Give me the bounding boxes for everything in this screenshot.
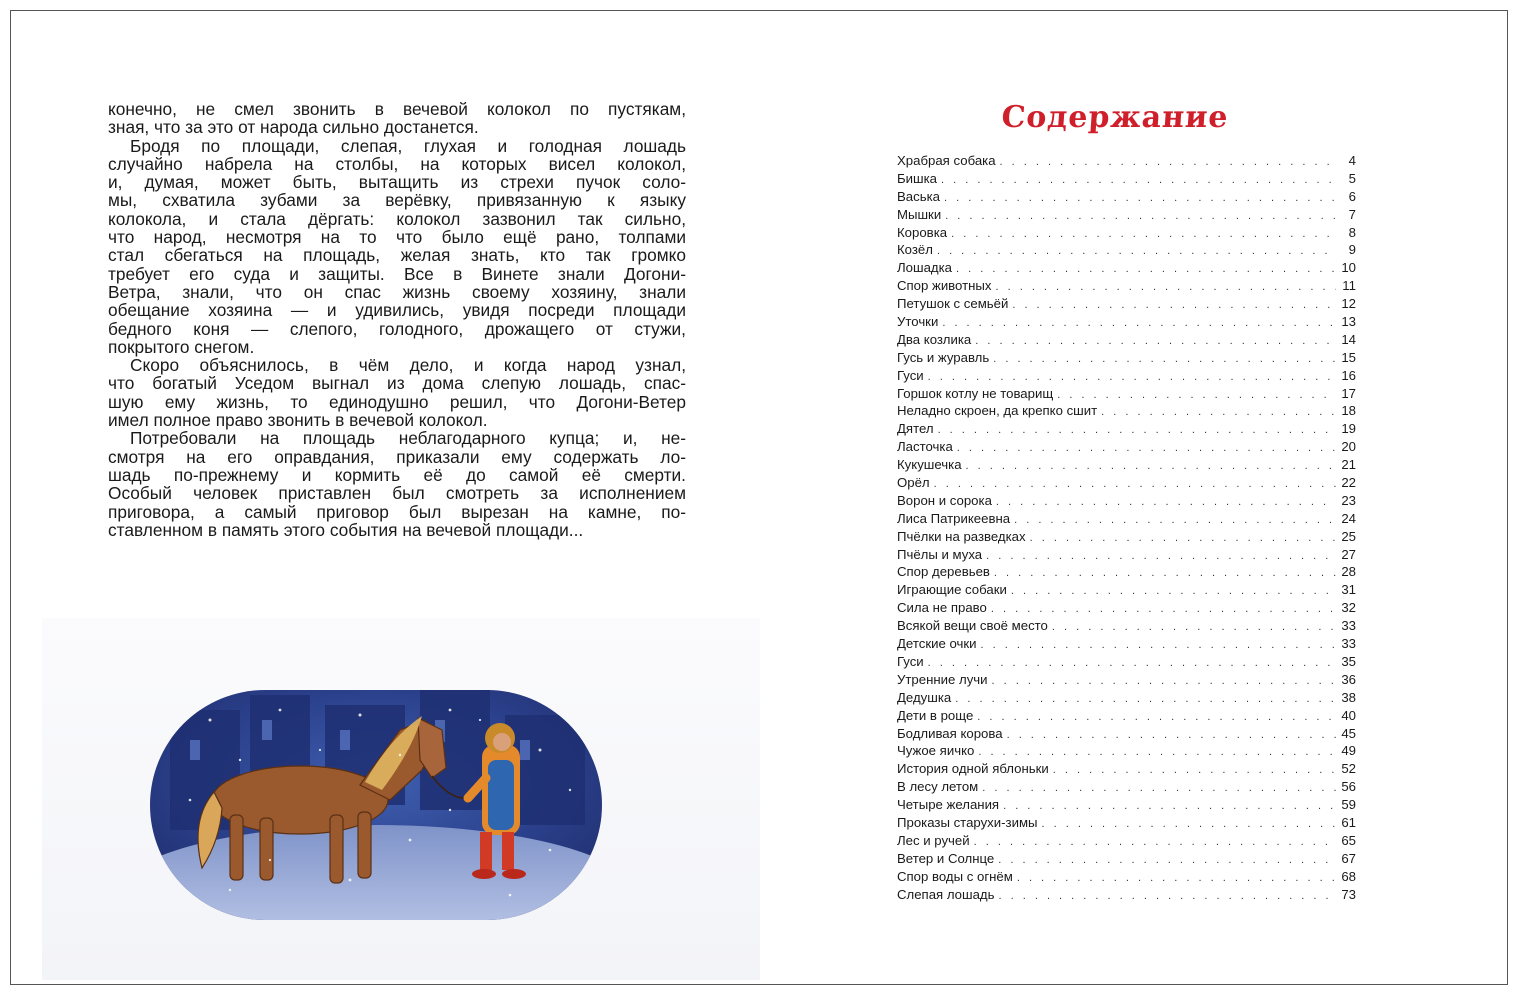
text-line: Скоро объяснилось, в чём дело, и когда народ узнал,	[130, 355, 686, 376]
toc-entry-page: 65	[1341, 832, 1356, 848]
toc-entry-title: Детские очки	[897, 636, 977, 652]
toc-leader-dots	[1003, 798, 1336, 816]
toc-entry-page: 12	[1341, 296, 1356, 312]
toc-leader-dots	[992, 673, 1336, 691]
toc-leader-dots	[966, 458, 1336, 476]
toc-entry	[897, 456, 1356, 474]
toc-entry-page: 6	[1348, 188, 1356, 204]
toc-entry-page: 19	[1341, 421, 1356, 437]
toc-leader-dots	[928, 655, 1336, 673]
toc-entry-title: В лесу летом	[897, 779, 979, 795]
toc-entry-page: 7	[1348, 206, 1356, 222]
toc-entry-page: 22	[1341, 475, 1356, 491]
toc-entry-page: 32	[1341, 600, 1356, 616]
toc-entry-page: 11	[1342, 278, 1356, 294]
toc-entry-title: Пчёлы и муха	[897, 546, 983, 562]
text-line: бедного коня — слепого, голодного, дрожащего от стужи,	[108, 318, 686, 339]
toc-leader-dots	[934, 476, 1336, 494]
text-line: Потребовали на площадь неблагодарного купца; и, не-	[130, 428, 686, 449]
toc-entry	[897, 438, 1356, 456]
toc-entry-title: Лошадка	[897, 260, 952, 276]
toc-entry	[897, 832, 1356, 850]
toc-leader-dots	[986, 548, 1336, 566]
toc-entry	[897, 259, 1356, 277]
toc-entry-page: 24	[1341, 510, 1356, 526]
text-line: конечно, не смел звонить в вечевой колокол по пустякам,	[108, 99, 686, 119]
toc-entry-title: Петушок с семьёй	[897, 296, 1009, 312]
toc-entry	[897, 850, 1356, 868]
toc-entry	[897, 206, 1356, 224]
toc-entry-title: Козёл	[897, 242, 933, 258]
toc-entry	[897, 367, 1356, 385]
toc-entry-page: 25	[1341, 528, 1356, 544]
toc-leader-dots	[1007, 727, 1336, 745]
toc-entry-title: Всякой вещи своё место	[897, 618, 1048, 634]
toc-entry	[897, 295, 1356, 313]
toc-entry-title: Орёл	[897, 475, 930, 491]
toc-entry-title: Спор животных	[897, 278, 992, 294]
toc-entry-page: 73	[1341, 886, 1356, 902]
toc-entry	[897, 152, 1356, 170]
toc-entry-title: Бодливая корова	[897, 725, 1003, 741]
toc-entry-page: 4	[1348, 153, 1356, 168]
toc-leader-dots	[942, 315, 1336, 333]
text-line: требует его суда и защиты. Все в Винете знали Догони-	[108, 263, 686, 284]
toc-entry-title: Гуси	[897, 367, 924, 383]
toc-leader-dots	[974, 834, 1336, 852]
toc-entry-title: Ветер и Солнце	[897, 850, 995, 866]
toc-entry-title: Лиса Патрикеевна	[897, 510, 1011, 526]
toc-entry-title: Играющие собаки	[897, 582, 1007, 598]
toc-leader-dots	[957, 440, 1336, 458]
toc-entry	[897, 581, 1356, 599]
toc-entry	[897, 224, 1356, 242]
toc-entry-page: 18	[1341, 403, 1356, 419]
toc-entry	[897, 760, 1356, 778]
toc-entry-page: 49	[1341, 743, 1356, 759]
toc-entry-page: 20	[1341, 439, 1356, 455]
toc-entry-title: Дедушка	[897, 689, 952, 705]
toc-leader-dots	[1000, 154, 1336, 172]
toc-leader-dots	[1052, 619, 1336, 637]
toc-entry	[897, 742, 1356, 760]
horse-and-man-illustration	[150, 690, 602, 920]
toc-entry-title: Утренние лучи	[897, 671, 988, 687]
toc-leader-dots	[1014, 512, 1336, 530]
toc-leader-dots	[1012, 297, 1336, 315]
toc-entry	[897, 653, 1356, 671]
toc-entry-title: Чужое яичко	[897, 743, 975, 759]
toc-entry-title: Горшок котлу не товарищ	[897, 385, 1054, 401]
toc-entry-page: 35	[1341, 653, 1356, 669]
toc-entry	[897, 170, 1356, 188]
toc-entry	[897, 385, 1356, 403]
toc-entry-title: Мышки	[897, 206, 942, 222]
toc-entry	[897, 402, 1356, 420]
toc-entry-page: 68	[1341, 868, 1356, 884]
toc-entry-title: Коровка	[897, 224, 948, 240]
table-of-contents	[897, 152, 1356, 903]
toc-entry	[897, 420, 1356, 438]
toc-entry-page: 10	[1341, 260, 1356, 276]
toc-entry-title: Четыре желания	[897, 797, 1000, 813]
toc-entry-title: Пчёлки на разведках	[897, 528, 1026, 544]
toc-entry	[897, 707, 1356, 725]
toc-entry	[897, 331, 1356, 349]
text-line: Бродя по площади, слепая, глухая и голодная лошадь	[130, 135, 686, 156]
toc-entry	[897, 635, 1356, 653]
toc-entry	[897, 617, 1356, 635]
toc-entry-page: 38	[1341, 689, 1356, 705]
text-line: шую ему жизнь, то единодушно решил, что Догони-Ветер	[108, 391, 686, 412]
text-line: мы, схватила зубами за верёвку, привязанную к языку	[108, 190, 686, 211]
toc-entry	[897, 241, 1356, 259]
toc-leader-dots	[951, 226, 1336, 244]
toc-entry-page: 15	[1341, 349, 1356, 365]
toc-entry-title: Проказы старухи-зимы	[897, 814, 1038, 830]
text-line: Особый человек приставлен был смотреть за исполнением	[108, 483, 686, 504]
toc-entry-page: 16	[1341, 367, 1356, 383]
toc-entry-title: Гусь и журавль	[897, 349, 990, 365]
toc-leader-dots	[1057, 387, 1336, 405]
toc-leader-dots	[999, 888, 1337, 906]
toc-title: Содержание	[1000, 100, 1230, 135]
toc-entry	[897, 349, 1356, 367]
text-line: и, думая, может быть, вытащить из стрехи пучок соло-	[108, 172, 686, 193]
toc-entry-title: Уточки	[897, 314, 939, 330]
text-line: что народ, несмотря на то что было ещё рано, толпами	[108, 227, 686, 248]
toc-entry-title: История одной яблоньки	[897, 761, 1049, 777]
toc-entry-title: Ласточка	[897, 439, 953, 455]
toc-leader-dots	[1053, 762, 1336, 780]
toc-leader-dots	[993, 351, 1336, 369]
toc-entry-page: 61	[1341, 814, 1356, 830]
toc-leader-dots	[994, 565, 1336, 583]
toc-entry-page: 14	[1341, 331, 1356, 347]
toc-entry	[897, 510, 1356, 528]
text-line: смотря на его оправдания, приказали ему содержать ло-	[108, 446, 686, 467]
text-line: имел полное право звонить в вечевой колокол.	[108, 410, 488, 431]
toc-leader-dots	[945, 208, 1336, 226]
toc-entry-page: 33	[1341, 636, 1356, 652]
toc-leader-dots	[956, 261, 1336, 279]
toc-entry	[897, 563, 1356, 581]
toc-entry-title: Спор деревьев	[897, 564, 990, 580]
toc-entry-title: Дети в роще	[897, 707, 974, 723]
toc-entry-title: Гуси	[897, 653, 924, 669]
toc-entry-title: Слепая лошадь	[897, 886, 995, 902]
toc-entry-title: Дятел	[897, 421, 934, 437]
toc-leader-dots	[977, 709, 1336, 727]
text-line: случайно набрела на столбы, на которых висел колокол,	[108, 153, 686, 174]
toc-entry-title: Кукушечка	[897, 457, 962, 473]
toc-entry-title: Два козлика	[897, 331, 972, 347]
toc-entry-page: 21	[1341, 457, 1356, 473]
text-line: что богатый Уседом выгнал из дома слепую лошадь, спас-	[108, 373, 686, 394]
toc-entry-title: Ворон и сорока	[897, 492, 992, 508]
toc-entry-page: 5	[1348, 170, 1356, 186]
toc-entry	[897, 528, 1356, 546]
toc-entry	[897, 886, 1356, 904]
toc-leader-dots	[998, 852, 1336, 870]
toc-leader-dots	[955, 691, 1336, 709]
toc-entry-page: 67	[1341, 850, 1356, 866]
text-line: Ветра, знали, что он спас жизнь своему хозяину, знали	[108, 281, 686, 302]
text-line: шадь по-прежнему и кормить её до самой её смерти.	[108, 464, 686, 485]
toc-entry	[897, 599, 1356, 617]
toc-entry-title: Спор воды с огнём	[897, 868, 1013, 884]
toc-entry-title: Неладно скроен, да крепко сшит	[897, 403, 1098, 419]
toc-leader-dots	[1017, 870, 1336, 888]
toc-entry	[897, 725, 1356, 743]
toc-entry	[897, 188, 1356, 206]
toc-leader-dots	[995, 279, 1336, 297]
text-line: колокола, и стала дёргать: колокол зазвонил так сильно,	[108, 208, 686, 229]
toc-entry	[897, 778, 1356, 796]
toc-entry	[897, 868, 1356, 886]
text-line: зная, что за это от народа сильно достанется.	[108, 117, 479, 138]
toc-entry-title: Васька	[897, 188, 940, 204]
toc-entry-page: 8	[1348, 224, 1356, 240]
toc-entry-title: Сила не право	[897, 600, 987, 616]
toc-entry-title: Храбрая собака	[897, 153, 996, 168]
toc-leader-dots	[1030, 530, 1336, 548]
toc-entry	[897, 796, 1356, 814]
toc-leader-dots	[937, 243, 1336, 261]
toc-leader-dots	[938, 422, 1336, 440]
text-line: стал сбегаться на площадь, желая знать, кто так громко	[108, 245, 686, 266]
toc-leader-dots	[996, 494, 1336, 512]
toc-entry-page: 28	[1341, 564, 1356, 580]
text-line: покрытого снегом.	[108, 336, 255, 357]
toc-leader-dots	[941, 172, 1336, 190]
toc-entry	[897, 546, 1356, 564]
toc-leader-dots	[982, 780, 1336, 798]
toc-leader-dots	[944, 190, 1336, 208]
toc-entry-page: 17	[1341, 385, 1356, 401]
toc-entry-page: 9	[1348, 242, 1356, 258]
toc-entry-page: 40	[1341, 707, 1356, 723]
toc-entry	[897, 474, 1356, 492]
toc-entry	[897, 689, 1356, 707]
toc-entry-page: 59	[1341, 797, 1356, 813]
toc-entry-page: 27	[1341, 546, 1356, 562]
toc-entry-title: Бишка	[897, 170, 937, 186]
story-text	[108, 100, 686, 539]
text-line: ставленном в память этого события на вечевой площади...	[108, 519, 584, 540]
toc-leader-dots	[1101, 404, 1336, 422]
toc-entry	[897, 277, 1356, 295]
text-line: обещание хозяина — и удивились, увидя посреди площади	[108, 300, 686, 321]
text-line: приговора, а самый приговор был вырезан на камне, по-	[108, 501, 686, 522]
toc-entry	[897, 671, 1356, 689]
toc-entry-page: 31	[1341, 582, 1356, 598]
toc-entry	[897, 313, 1356, 331]
toc-entry-page: 45	[1341, 725, 1356, 741]
toc-entry	[897, 814, 1356, 832]
toc-leader-dots	[1011, 583, 1336, 601]
toc-entry-page: 13	[1341, 314, 1356, 330]
toc-entry	[897, 492, 1356, 510]
toc-entry-page: 52	[1341, 761, 1356, 777]
toc-entry-title: Лес и ручей	[897, 832, 970, 848]
toc-entry-page: 23	[1341, 492, 1356, 508]
toc-leader-dots	[975, 333, 1336, 351]
toc-leader-dots	[1042, 816, 1337, 834]
toc-entry-page: 56	[1341, 779, 1356, 795]
toc-leader-dots	[981, 637, 1337, 655]
toc-entry-page: 36	[1341, 671, 1356, 687]
toc-entry-page: 33	[1341, 618, 1356, 634]
